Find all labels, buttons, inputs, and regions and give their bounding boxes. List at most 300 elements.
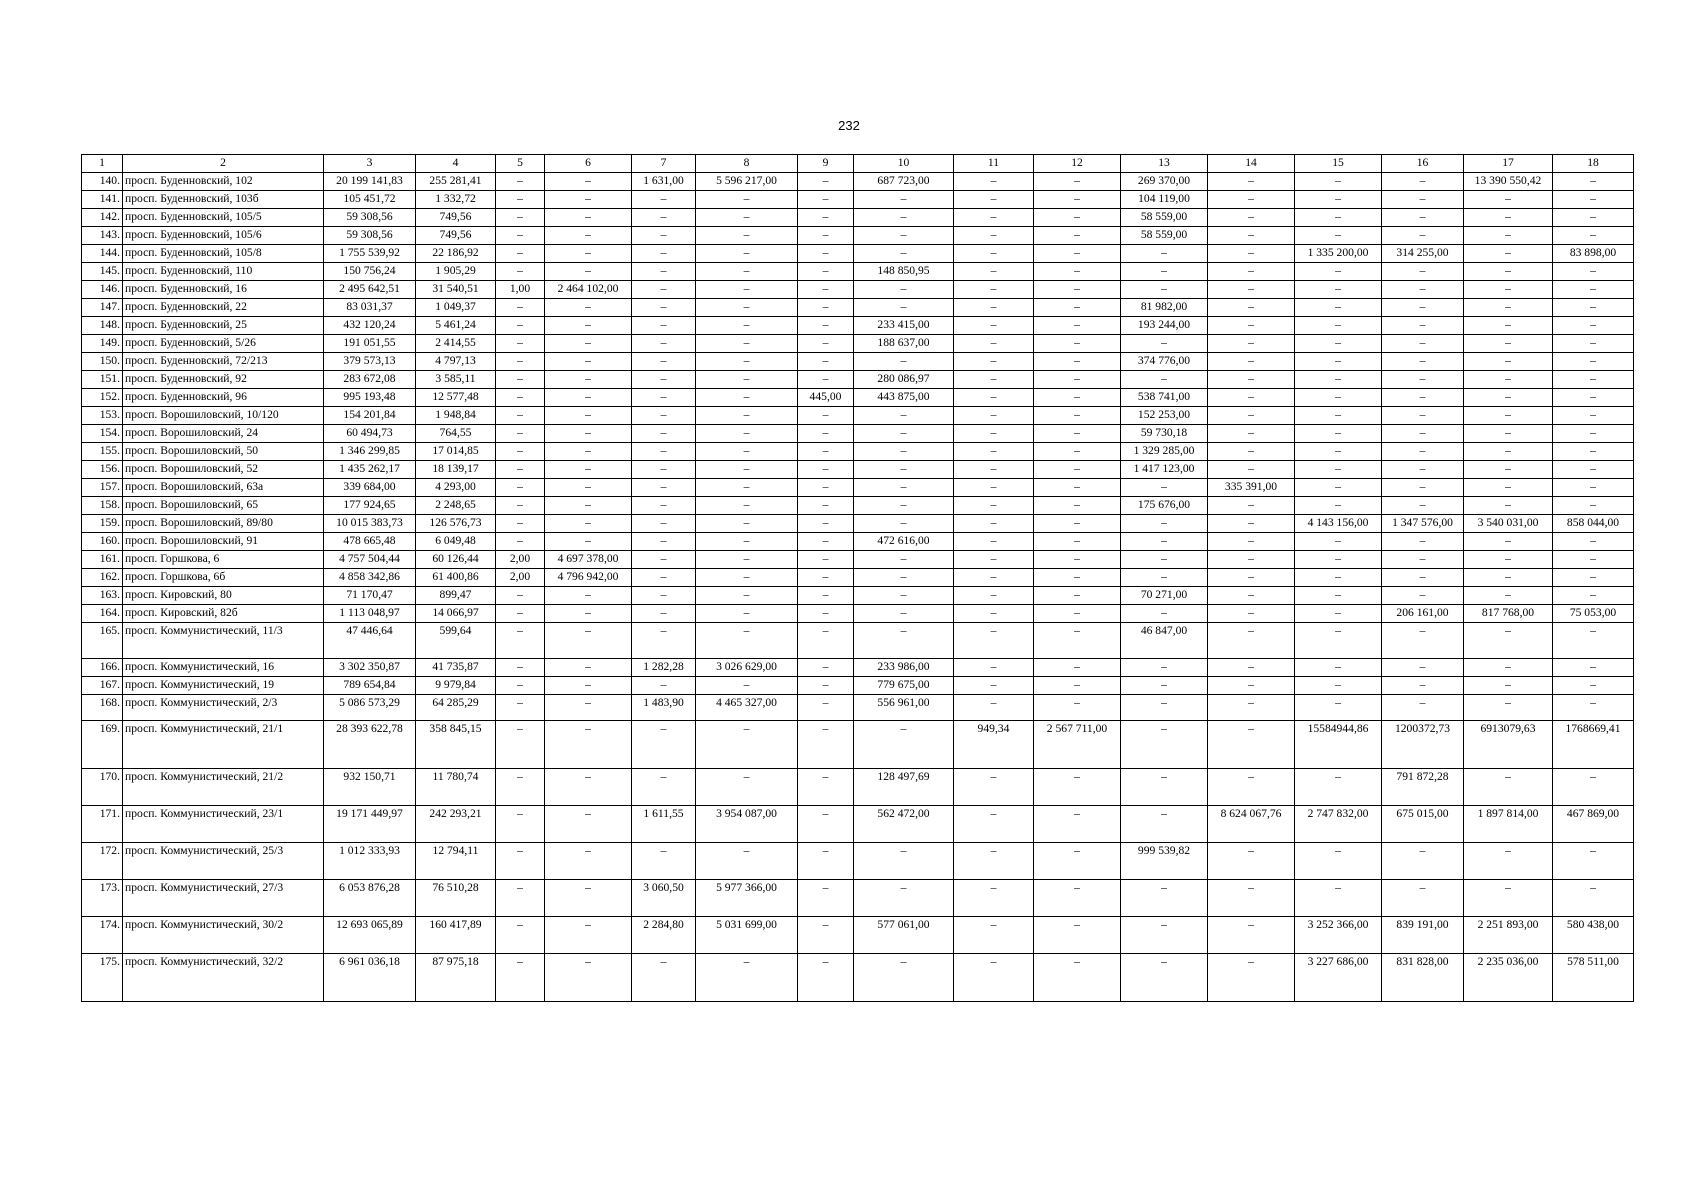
value-cell: –: [854, 191, 954, 209]
value-cell: –: [1208, 443, 1295, 461]
value-cell: –: [854, 587, 954, 605]
row-number-cell: 169.: [82, 721, 123, 769]
value-cell: 233 986,00: [854, 659, 954, 677]
value-cell: –: [696, 769, 798, 806]
row-number-cell: 173.: [82, 880, 123, 917]
value-cell: –: [496, 299, 545, 317]
value-cell: –: [1295, 371, 1382, 389]
value-cell: –: [1382, 497, 1464, 515]
value-cell: –: [496, 317, 545, 335]
value-cell: –: [1208, 605, 1295, 623]
data-table: [81, 154, 1634, 1002]
address-cell: просп. Ворошиловский, 52: [123, 461, 324, 479]
value-cell: –: [1121, 245, 1208, 263]
value-cell: –: [954, 806, 1034, 843]
value-cell: –: [1208, 299, 1295, 317]
value-cell: –: [854, 209, 954, 227]
value-cell: 556 961,00: [854, 695, 954, 721]
column-header: 7: [632, 155, 696, 173]
value-cell: –: [1553, 497, 1634, 515]
column-header: 18: [1553, 155, 1634, 173]
value-cell: –: [545, 245, 632, 263]
table-row: [82, 227, 1634, 245]
value-cell: 5 977 366,00: [696, 880, 798, 917]
value-cell: –: [954, 263, 1034, 281]
value-cell: –: [954, 353, 1034, 371]
value-cell: –: [696, 209, 798, 227]
value-cell: –: [496, 191, 545, 209]
value-cell: –: [954, 769, 1034, 806]
table-row: [82, 605, 1634, 623]
value-cell: 831 828,00: [1382, 954, 1464, 1002]
value-cell: –: [696, 515, 798, 533]
value-cell: 154 201,84: [324, 407, 416, 425]
address-cell: просп. Ворошиловский, 24: [123, 425, 324, 443]
value-cell: –: [798, 917, 854, 954]
value-cell: 2 235 036,00: [1464, 954, 1553, 1002]
value-cell: –: [798, 245, 854, 263]
value-cell: –: [854, 954, 954, 1002]
value-cell: –: [798, 659, 854, 677]
value-cell: 5 596 217,00: [696, 173, 798, 191]
value-cell: –: [1464, 317, 1553, 335]
value-cell: 177 924,65: [324, 497, 416, 515]
value-cell: 59 308,56: [324, 209, 416, 227]
value-cell: –: [632, 371, 696, 389]
value-cell: 283 672,08: [324, 371, 416, 389]
value-cell: –: [1208, 843, 1295, 880]
value-cell: –: [954, 533, 1034, 551]
value-cell: –: [545, 533, 632, 551]
value-cell: –: [798, 407, 854, 425]
table-row: [82, 551, 1634, 569]
row-number-cell: 149.: [82, 335, 123, 353]
value-cell: –: [696, 245, 798, 263]
value-cell: –: [632, 721, 696, 769]
value-cell: –: [545, 263, 632, 281]
value-cell: –: [1464, 263, 1553, 281]
value-cell: –: [1121, 533, 1208, 551]
value-cell: –: [1382, 533, 1464, 551]
value-cell: –: [1553, 281, 1634, 299]
value-cell: 83 898,00: [1553, 245, 1634, 263]
value-cell: –: [1208, 245, 1295, 263]
value-cell: –: [1295, 335, 1382, 353]
value-cell: –: [954, 335, 1034, 353]
value-cell: –: [632, 605, 696, 623]
value-cell: –: [954, 317, 1034, 335]
column-header: 1: [82, 155, 123, 173]
value-cell: –: [1208, 281, 1295, 299]
value-cell: 1 897 814,00: [1464, 806, 1553, 843]
value-cell: –: [1034, 263, 1121, 281]
column-header: 12: [1034, 155, 1121, 173]
value-cell: –: [496, 389, 545, 407]
table-row: [82, 533, 1634, 551]
value-cell: 70 271,00: [1121, 587, 1208, 605]
value-cell: 3 585,11: [416, 371, 496, 389]
value-cell: 932 150,71: [324, 769, 416, 806]
value-cell: –: [854, 623, 954, 659]
table-row: [82, 721, 1634, 769]
value-cell: 41 735,87: [416, 659, 496, 677]
value-cell: 152 253,00: [1121, 407, 1208, 425]
value-cell: –: [1034, 659, 1121, 677]
value-cell: –: [1382, 389, 1464, 407]
row-number-cell: 140.: [82, 173, 123, 191]
value-cell: 160 417,89: [416, 917, 496, 954]
value-cell: –: [545, 695, 632, 721]
value-cell: –: [496, 605, 545, 623]
value-cell: –: [1121, 677, 1208, 695]
value-cell: –: [545, 806, 632, 843]
value-cell: –: [632, 317, 696, 335]
value-cell: –: [632, 623, 696, 659]
address-cell: просп. Буденновский, 16: [123, 281, 324, 299]
table-row: [82, 497, 1634, 515]
value-cell: 2 567 711,00: [1034, 721, 1121, 769]
value-cell: –: [1295, 587, 1382, 605]
address-cell: просп. Буденновский, 105/8: [123, 245, 324, 263]
value-cell: 1 049,37: [416, 299, 496, 317]
value-cell: –: [1464, 335, 1553, 353]
value-cell: –: [1295, 353, 1382, 371]
value-cell: –: [496, 659, 545, 677]
value-cell: –: [954, 954, 1034, 1002]
value-cell: –: [854, 721, 954, 769]
column-header: 6: [545, 155, 632, 173]
value-cell: –: [1382, 551, 1464, 569]
address-cell: просп. Буденновский, 102: [123, 173, 324, 191]
value-cell: –: [854, 425, 954, 443]
value-cell: –: [1464, 227, 1553, 245]
value-cell: –: [1121, 569, 1208, 587]
value-cell: –: [545, 605, 632, 623]
value-cell: –: [1034, 461, 1121, 479]
address-cell: просп. Коммунистический, 19: [123, 677, 324, 695]
value-cell: –: [1464, 479, 1553, 497]
value-cell: –: [954, 497, 1034, 515]
value-cell: –: [1208, 407, 1295, 425]
value-cell: 5 086 573,29: [324, 695, 416, 721]
value-cell: 81 982,00: [1121, 299, 1208, 317]
value-cell: –: [1034, 880, 1121, 917]
value-cell: –: [496, 806, 545, 843]
value-cell: 15584944,86: [1295, 721, 1382, 769]
value-cell: –: [496, 587, 545, 605]
value-cell: –: [1553, 659, 1634, 677]
value-cell: 1 282,28: [632, 659, 696, 677]
value-cell: –: [1208, 659, 1295, 677]
value-cell: 61 400,86: [416, 569, 496, 587]
row-number-cell: 163.: [82, 587, 123, 605]
value-cell: –: [1464, 245, 1553, 263]
value-cell: 858 044,00: [1553, 515, 1634, 533]
value-cell: –: [1208, 587, 1295, 605]
value-cell: –: [1034, 209, 1121, 227]
row-number-cell: 171.: [82, 806, 123, 843]
value-cell: –: [1208, 191, 1295, 209]
value-cell: –: [954, 880, 1034, 917]
value-cell: –: [545, 425, 632, 443]
value-cell: –: [632, 209, 696, 227]
value-cell: –: [1295, 659, 1382, 677]
value-cell: –: [1034, 191, 1121, 209]
value-cell: –: [1553, 533, 1634, 551]
value-cell: –: [1034, 227, 1121, 245]
value-cell: –: [798, 515, 854, 533]
value-cell: –: [954, 209, 1034, 227]
value-cell: –: [1553, 880, 1634, 917]
value-cell: –: [1382, 353, 1464, 371]
value-cell: 3 954 087,00: [696, 806, 798, 843]
address-cell: просп. Ворошиловский, 50: [123, 443, 324, 461]
value-cell: –: [1464, 769, 1553, 806]
table-row: [82, 587, 1634, 605]
value-cell: –: [1464, 880, 1553, 917]
value-cell: –: [954, 659, 1034, 677]
value-cell: 188 637,00: [854, 335, 954, 353]
value-cell: 675 015,00: [1382, 806, 1464, 843]
value-cell: 2 495 642,51: [324, 281, 416, 299]
value-cell: 206 161,00: [1382, 605, 1464, 623]
value-cell: 538 741,00: [1121, 389, 1208, 407]
value-cell: –: [1295, 605, 1382, 623]
table-row: [82, 353, 1634, 371]
value-cell: 580 438,00: [1553, 917, 1634, 954]
value-cell: –: [1553, 191, 1634, 209]
value-cell: 1 755 539,92: [324, 245, 416, 263]
value-cell: –: [1121, 954, 1208, 1002]
value-cell: –: [496, 335, 545, 353]
value-cell: 4 858 342,86: [324, 569, 416, 587]
value-cell: 6 053 876,28: [324, 880, 416, 917]
value-cell: –: [1034, 371, 1121, 389]
value-cell: –: [632, 515, 696, 533]
value-cell: 59 308,56: [324, 227, 416, 245]
value-cell: –: [632, 497, 696, 515]
row-number-cell: 160.: [82, 533, 123, 551]
value-cell: –: [1208, 173, 1295, 191]
value-cell: –: [696, 721, 798, 769]
value-cell: –: [854, 299, 954, 317]
value-cell: –: [696, 954, 798, 1002]
value-cell: –: [1295, 407, 1382, 425]
value-cell: –: [1553, 569, 1634, 587]
value-cell: –: [632, 587, 696, 605]
table-row: [82, 245, 1634, 263]
table-row: [82, 479, 1634, 497]
value-cell: 1 948,84: [416, 407, 496, 425]
value-cell: 1 346 299,85: [324, 443, 416, 461]
value-cell: –: [545, 407, 632, 425]
value-cell: –: [1295, 677, 1382, 695]
value-cell: –: [1034, 769, 1121, 806]
value-cell: 20 199 141,83: [324, 173, 416, 191]
value-cell: –: [545, 843, 632, 880]
value-cell: –: [1034, 173, 1121, 191]
table-row: [82, 173, 1634, 191]
value-cell: –: [696, 407, 798, 425]
row-number-cell: 147.: [82, 299, 123, 317]
column-header: 13: [1121, 155, 1208, 173]
value-cell: –: [496, 515, 545, 533]
value-cell: –: [1382, 191, 1464, 209]
address-cell: просп. Буденновский, 25: [123, 317, 324, 335]
value-cell: –: [1034, 917, 1121, 954]
value-cell: –: [954, 843, 1034, 880]
value-cell: –: [632, 461, 696, 479]
value-cell: 577 061,00: [854, 917, 954, 954]
value-cell: –: [1553, 389, 1634, 407]
value-cell: –: [798, 695, 854, 721]
row-number-cell: 161.: [82, 551, 123, 569]
value-cell: –: [696, 587, 798, 605]
value-cell: –: [632, 677, 696, 695]
value-cell: –: [1208, 677, 1295, 695]
value-cell: 1 483,90: [632, 695, 696, 721]
value-cell: –: [1208, 721, 1295, 769]
value-cell: –: [496, 695, 545, 721]
value-cell: –: [496, 497, 545, 515]
table-row: [82, 335, 1634, 353]
value-cell: –: [854, 443, 954, 461]
value-cell: 58 559,00: [1121, 227, 1208, 245]
address-cell: просп. Ворошиловский, 10/120: [123, 407, 324, 425]
value-cell: –: [696, 353, 798, 371]
value-cell: –: [954, 917, 1034, 954]
value-cell: –: [1295, 209, 1382, 227]
value-cell: –: [696, 497, 798, 515]
table-row: [82, 917, 1634, 954]
value-cell: 60 126,44: [416, 551, 496, 569]
value-cell: –: [696, 569, 798, 587]
row-number-cell: 165.: [82, 623, 123, 659]
value-cell: –: [798, 227, 854, 245]
value-cell: 280 086,97: [854, 371, 954, 389]
row-number-cell: 175.: [82, 954, 123, 1002]
value-cell: –: [632, 245, 696, 263]
value-cell: 599,64: [416, 623, 496, 659]
value-cell: –: [545, 227, 632, 245]
value-cell: –: [1382, 695, 1464, 721]
value-cell: 999 539,82: [1121, 843, 1208, 880]
value-cell: –: [545, 880, 632, 917]
value-cell: 1,00: [496, 281, 545, 299]
value-cell: –: [1382, 299, 1464, 317]
value-cell: –: [1553, 677, 1634, 695]
value-cell: 59 730,18: [1121, 425, 1208, 443]
value-cell: 358 845,15: [416, 721, 496, 769]
value-cell: –: [696, 443, 798, 461]
value-cell: –: [1121, 263, 1208, 281]
value-cell: 2,00: [496, 551, 545, 569]
row-number-cell: 145.: [82, 263, 123, 281]
value-cell: 269 370,00: [1121, 173, 1208, 191]
value-cell: –: [1208, 209, 1295, 227]
value-cell: –: [1553, 407, 1634, 425]
value-cell: –: [1121, 917, 1208, 954]
address-cell: просп. Коммунистический, 30/2: [123, 917, 324, 954]
value-cell: 791 872,28: [1382, 769, 1464, 806]
value-cell: 995 193,48: [324, 389, 416, 407]
table-row: [82, 769, 1634, 806]
value-cell: 1 332,72: [416, 191, 496, 209]
value-cell: 126 576,73: [416, 515, 496, 533]
value-cell: 1 329 285,00: [1121, 443, 1208, 461]
column-header: 10: [854, 155, 954, 173]
value-cell: –: [1295, 191, 1382, 209]
value-cell: –: [696, 843, 798, 880]
value-cell: –: [954, 551, 1034, 569]
value-cell: –: [1208, 551, 1295, 569]
value-cell: –: [1464, 281, 1553, 299]
table-row: [82, 695, 1634, 721]
value-cell: –: [1034, 299, 1121, 317]
value-cell: –: [954, 389, 1034, 407]
value-cell: 2 464 102,00: [545, 281, 632, 299]
value-cell: –: [496, 245, 545, 263]
value-cell: –: [696, 317, 798, 335]
value-cell: –: [545, 917, 632, 954]
value-cell: –: [545, 954, 632, 1002]
value-cell: –: [1034, 954, 1121, 1002]
value-cell: 2 248,65: [416, 497, 496, 515]
value-cell: 1 611,55: [632, 806, 696, 843]
value-cell: –: [545, 371, 632, 389]
value-cell: 839 191,00: [1382, 917, 1464, 954]
value-cell: –: [954, 245, 1034, 263]
value-cell: –: [854, 245, 954, 263]
value-cell: 58 559,00: [1121, 209, 1208, 227]
value-cell: –: [1295, 533, 1382, 551]
value-cell: –: [954, 461, 1034, 479]
value-cell: –: [696, 533, 798, 551]
table-row: [82, 317, 1634, 335]
value-cell: –: [1208, 569, 1295, 587]
address-cell: просп. Коммунистический, 25/3: [123, 843, 324, 880]
value-cell: –: [1121, 281, 1208, 299]
value-cell: –: [1553, 173, 1634, 191]
row-number-cell: 143.: [82, 227, 123, 245]
value-cell: –: [854, 281, 954, 299]
value-cell: –: [954, 299, 1034, 317]
table-row: [82, 263, 1634, 281]
value-cell: 87 975,18: [416, 954, 496, 1002]
value-cell: –: [1382, 263, 1464, 281]
value-cell: –: [1553, 587, 1634, 605]
value-cell: –: [1121, 769, 1208, 806]
value-cell: –: [496, 917, 545, 954]
value-cell: –: [798, 425, 854, 443]
value-cell: –: [696, 425, 798, 443]
value-cell: 31 540,51: [416, 281, 496, 299]
value-cell: –: [632, 227, 696, 245]
value-cell: –: [632, 843, 696, 880]
value-cell: –: [1553, 353, 1634, 371]
table-row: [82, 425, 1634, 443]
address-cell: просп. Ворошиловский, 89/80: [123, 515, 324, 533]
value-cell: –: [1121, 605, 1208, 623]
value-cell: 2 251 893,00: [1464, 917, 1553, 954]
value-cell: –: [696, 299, 798, 317]
row-number-cell: 172.: [82, 843, 123, 880]
value-cell: –: [1382, 843, 1464, 880]
value-cell: –: [1382, 209, 1464, 227]
value-cell: –: [1464, 569, 1553, 587]
value-cell: –: [798, 443, 854, 461]
value-cell: –: [1295, 843, 1382, 880]
